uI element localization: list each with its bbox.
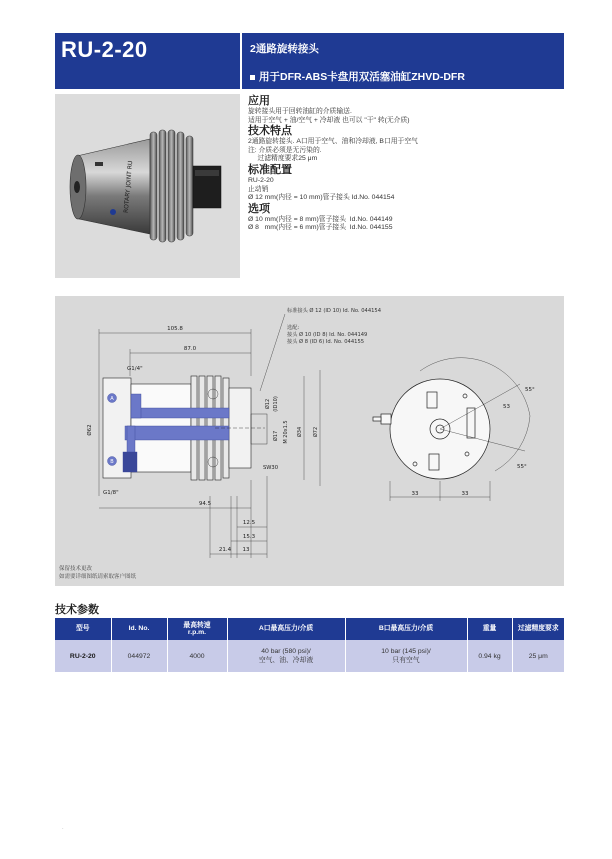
drawing-footnote-2: 如需要详细图纸请索取客户图纸 — [59, 574, 137, 580]
table-header-row — [55, 618, 564, 640]
dim-g14: G1/4" — [127, 366, 143, 372]
dim-m20: M 20x1.5 — [283, 420, 289, 444]
col-filter: 过滤精度要求 — [512, 618, 564, 640]
dim-945: 94.5 — [198, 501, 212, 507]
dim-53: 53 — [503, 404, 510, 410]
drawing-note-2: 选配: — [287, 325, 300, 331]
col-model: 型号 — [55, 618, 111, 640]
subtitle-text: 用于DFR-ABS卡盘用双活塞油缸ZHVD-DFR — [259, 71, 465, 83]
dim-d62: Ø62 — [87, 424, 93, 436]
tech-params-title: 技术参数 — [55, 604, 99, 616]
angle-55-top: 55° — [525, 387, 535, 393]
rotary-joint-illustration — [55, 94, 240, 278]
dim-153: 15.3 — [242, 534, 256, 540]
col-b-pressure: B口最高压力/介质 — [345, 618, 467, 640]
drawing-svg — [55, 296, 564, 586]
dim-d12: Ø12 — [265, 398, 271, 410]
dim-125: 12.5 — [242, 520, 256, 526]
cell-rpm: 4000 — [167, 640, 227, 672]
cell-b-line-2: 只有空气 — [392, 657, 420, 664]
application-line-1: 旋转接头用于回转油缸的介质输送. — [248, 108, 352, 115]
drawing-note-3: 接头 Ø 10 (ID 8) Id. No. 044149 — [287, 332, 368, 338]
standard-line-2: 止动销 — [248, 185, 269, 193]
dim-105: 105.8 — [167, 326, 183, 332]
features-line-2: 注: 介质必须是无污染的. — [248, 146, 322, 154]
cell-filter: 25 μm — [512, 640, 564, 672]
features-line-1: 2通路旋转接头. A口用于空气、油和冷却液, B口用于空气 — [248, 138, 418, 146]
dim-214: 21.4 — [218, 547, 232, 553]
drawing-note-1: 标准接头 Ø 12 (ID 10) Id. No. 044154 — [287, 308, 382, 314]
features-line-3: 过滤精度要求25 μm — [248, 155, 318, 163]
port-b-label: B — [110, 459, 114, 465]
cell-model: RU-2-20 — [55, 640, 111, 672]
application-line-2: 适用于空气 + 油/空气 + 冷却液 也可以 "干" 转(无介质) — [248, 116, 410, 124]
dim-13: 13 — [242, 547, 250, 553]
dim-sw30: SW30 — [263, 465, 279, 471]
page-marker: · — [62, 826, 64, 832]
table-row — [55, 640, 564, 672]
drawing-footnote-1: 保留技术更改 — [59, 566, 93, 572]
cell-id: 044972 — [111, 640, 167, 672]
dim-33-left: 33 — [411, 491, 419, 497]
col-weight: 重量 — [467, 618, 512, 640]
options-line-1: Ø 10 mm(内径 = 8 mm)管子接头 Id.No. 044149 — [248, 215, 393, 223]
cell-a-line-2: 空气、油、冷却液 — [258, 657, 314, 664]
options-heading: 选项 — [248, 202, 270, 215]
col-rpm: 最高转速 r.p.m. — [167, 618, 227, 640]
technical-drawing — [55, 296, 564, 586]
dim-d72: Ø72 — [313, 426, 319, 438]
features-heading: 技术特点 — [248, 125, 292, 138]
col-a-pressure: A口最高压力/介质 — [227, 618, 345, 640]
cell-b-pressure — [345, 640, 467, 672]
angle-55-bottom: 55° — [517, 464, 527, 470]
options-line-2: Ø 8 mm(内径 = 6 mm)管子接头 Id.No. 044155 — [248, 224, 393, 232]
dim-d34: Ø34 — [297, 426, 303, 438]
cell-a-pressure — [227, 640, 345, 672]
product-title: 2通路旋转接头 — [250, 43, 319, 55]
dim-d17: Ø17 — [273, 430, 279, 442]
port-a-label: A — [110, 396, 114, 402]
dim-87: 87.0 — [183, 346, 197, 352]
dim-33-right: 33 — [461, 491, 469, 497]
product-photo — [55, 94, 240, 278]
cell-weight: 0.94 kg — [467, 640, 512, 672]
tech-params-table — [55, 618, 564, 672]
application-heading: 应用 — [248, 95, 270, 107]
drawing-note-4: 接头 Ø 8 (ID 6) Id. No. 044155 — [287, 339, 365, 345]
cell-a-line-1: 40 bar (580 psi)/ — [261, 648, 311, 655]
standard-heading: 标准配置 — [248, 163, 292, 176]
standard-line-1: RU-2-20 — [248, 176, 274, 184]
standard-line-3: Ø 12 mm(内径 = 10 mm)管子接头 Id.No. 044154 — [248, 194, 395, 202]
cell-b-line-1: 10 bar (145 psi)/ — [381, 648, 431, 655]
header-title-block — [242, 33, 564, 89]
dim-g18: G1/8" — [103, 490, 119, 496]
dim-d10: (ID10) — [273, 396, 279, 412]
header-model-block — [55, 33, 240, 89]
col-id: Id. No. — [111, 618, 167, 640]
product-subtitle — [250, 69, 465, 84]
info-section — [248, 95, 568, 233]
bullet-icon — [250, 75, 255, 80]
model-title: RU-2-20 — [61, 37, 148, 62]
photo-label: ROTARY JOINT RU — [122, 160, 135, 214]
